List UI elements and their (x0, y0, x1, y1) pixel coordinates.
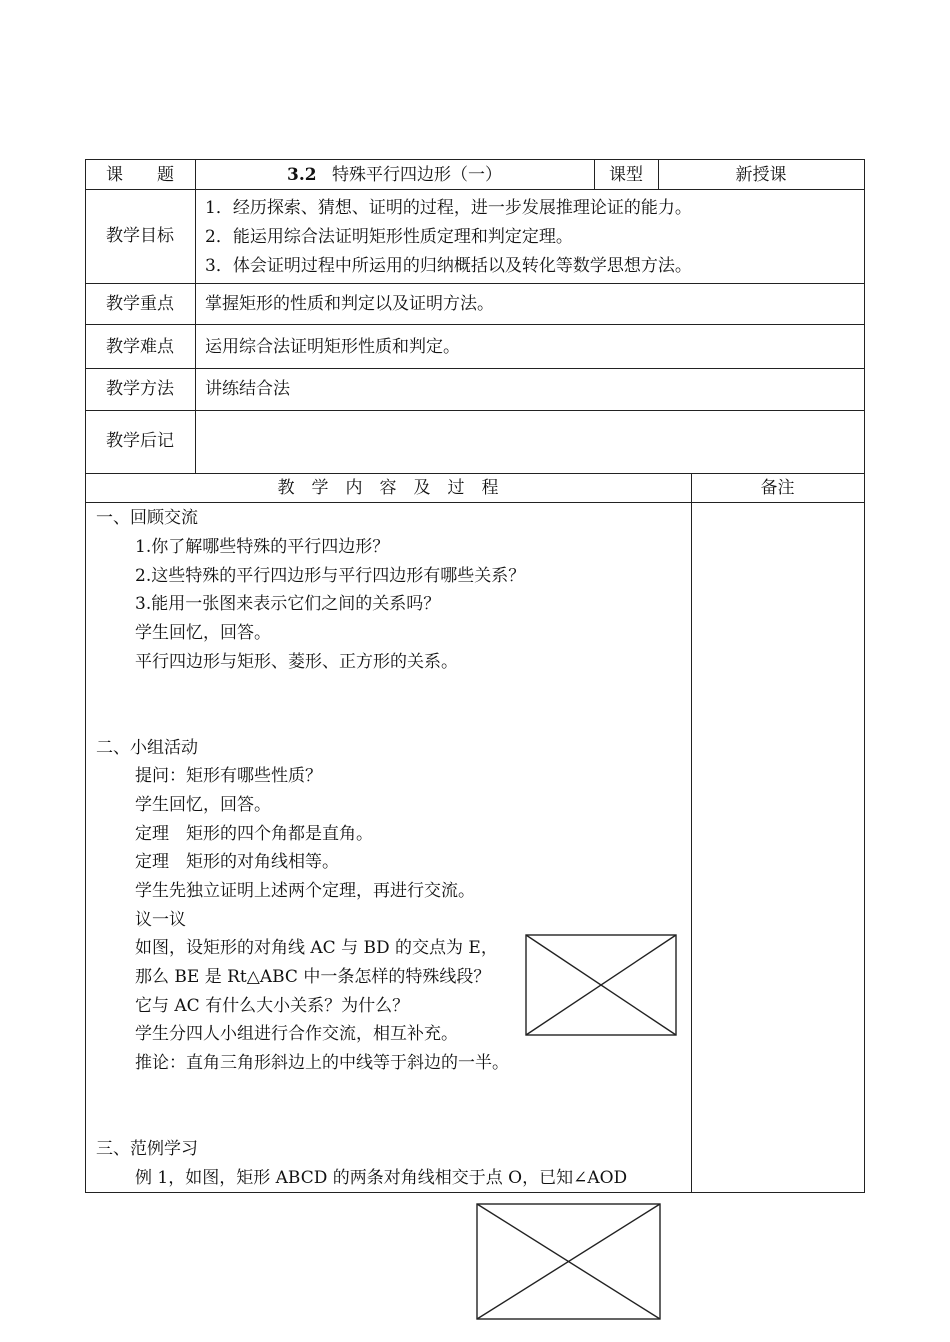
content-line: 学生回忆，回答。 (135, 795, 271, 815)
corollary-line: 推论：直角三角形斜边上的中线等于斜边的一半。 (135, 1053, 509, 1073)
difficulties-label: 教学难点 (106, 337, 174, 357)
section-heading-group-activity: 二、小组活动 (96, 738, 198, 758)
row-divider-7 (85, 502, 865, 503)
label-column-divider (195, 159, 196, 473)
topic-title-cell (195, 165, 594, 185)
row-divider-3 (85, 324, 865, 325)
content-line: 3.能用一张图来表示它们之间的关系吗？ (135, 594, 441, 614)
row-divider-4 (85, 368, 865, 369)
example-line: 例 1，如图，矩形 ABCD 的两条对角线相交于点 O，已知∠AOD (135, 1168, 628, 1188)
topic-number: 3.2 (287, 165, 317, 185)
rectangle-diagram-1 (525, 934, 677, 1036)
row-divider-6 (85, 473, 865, 474)
notes-column-divider (691, 473, 692, 1192)
content-line: 议一议 (135, 910, 186, 930)
process-header: 教 学 内 容 及 过 程 (277, 478, 499, 498)
difficulties-value: 运用综合法证明矩形性质和判定。 (205, 337, 460, 357)
content-line: 1.你了解哪些特殊的平行四边形？ (135, 537, 390, 557)
objective-item-1: 1．经历探索、猜想、证明的过程，进一步发展推理论证的能力。 (205, 198, 692, 218)
table-border-right (864, 159, 865, 1192)
method-value: 讲练结合法 (205, 379, 290, 399)
content-line: 那么 BE 是 Rt△ABC 中一条怎样的特殊线段？ (135, 967, 491, 987)
content-line: 2.这些特殊的平行四边形与平行四边形有哪些关系？ (135, 566, 526, 586)
key-points-value: 掌握矩形的性质和判定以及证明方法。 (205, 294, 494, 314)
objective-item-2: 2．能运用综合法证明矩形性质定理和判定定理。 (205, 227, 573, 247)
table-border-bottom (85, 1192, 865, 1193)
notes-header: 备注 (760, 478, 795, 498)
topic-title: 特殊平行四边形（一） (331, 165, 502, 185)
content-line: 如图，设矩形的对角线 AC 与 BD 的交点为 E， (135, 938, 498, 958)
content-line: 平行四边形与矩形、菱形、正方形的关系。 (135, 652, 458, 672)
content-line: 学生分四人小组进行合作交流，相互补充。 (135, 1024, 458, 1044)
rectangle-diagram-2 (476, 1203, 661, 1320)
content-line: 学生回忆，回答。 (135, 623, 271, 643)
objectives-label: 教学目标 (106, 226, 174, 246)
postscript-label: 教学后记 (106, 431, 174, 451)
row-divider-1 (85, 189, 865, 190)
method-label: 教学方法 (106, 379, 174, 399)
content-line: 提问：矩形有哪些性质？ (135, 766, 322, 786)
topic-label: 课 题 (106, 165, 174, 185)
objective-item-3: 3．体会证明过程中所运用的归纳概括以及转化等数学思想方法。 (205, 256, 692, 276)
section-heading-review: 一、回顾交流 (96, 508, 198, 528)
type-label: 课型 (609, 165, 643, 185)
theorem-line: 定理 矩形的对角线相等。 (135, 852, 339, 872)
content-line: 它与 AC 有什么大小关系？为什么？ (135, 996, 410, 1016)
row-divider-5 (85, 410, 865, 411)
content-line: 学生先独立证明上述两个定理，再进行交流。 (135, 881, 475, 901)
theorem-line: 定理 矩形的四个角都是直角。 (135, 824, 373, 844)
row-divider-2 (85, 283, 865, 284)
section-heading-examples: 三、范例学习 (96, 1139, 198, 1159)
type-value: 新授课 (735, 165, 787, 185)
table-border-top (85, 159, 865, 160)
key-points-label: 教学重点 (106, 294, 174, 314)
